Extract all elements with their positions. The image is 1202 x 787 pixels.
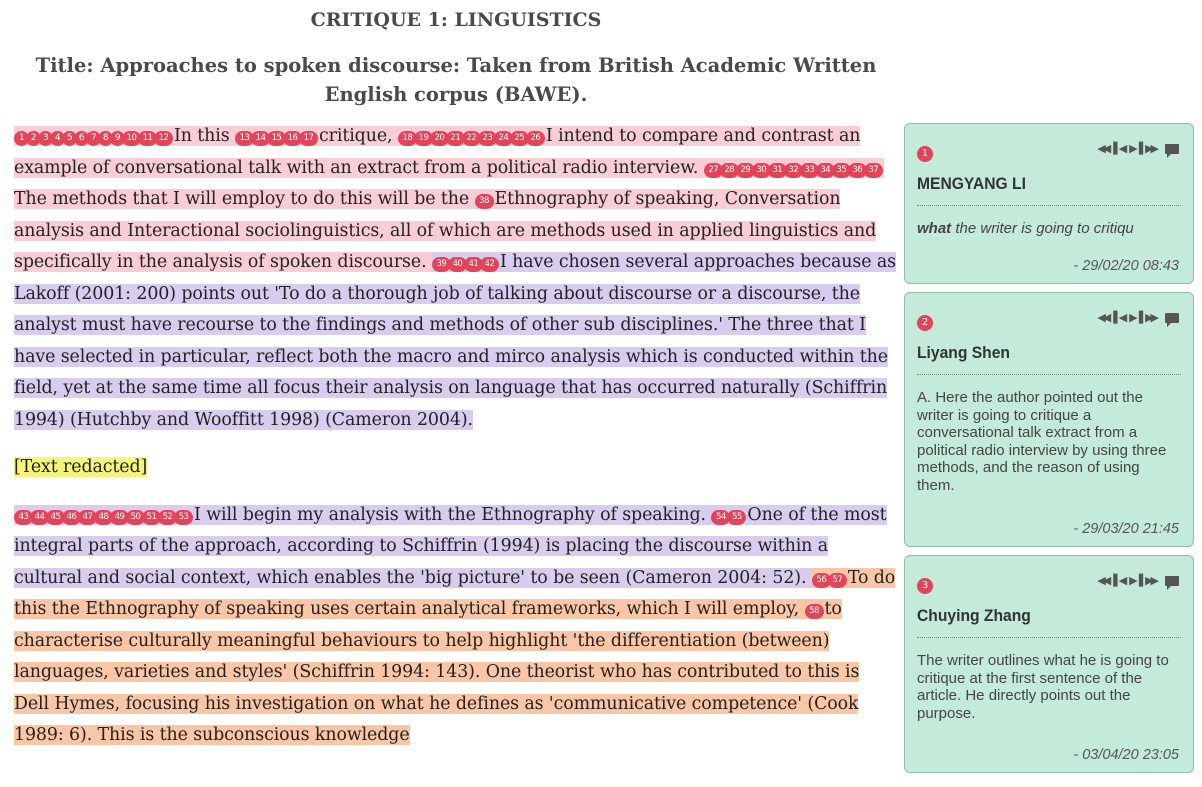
document-heading: CRITIQUE 1: LINGUISTICS (310, 9, 602, 31)
annotation-marker[interactable]: 25 (510, 131, 529, 146)
annotation-marker[interactable]: 2 (26, 131, 41, 146)
annotation-marker[interactable]: 47 (78, 510, 97, 525)
redacted-text: [Text redacted] (14, 457, 148, 477)
segment-text: The methods that I will employ to do this will be the (14, 189, 475, 209)
segment-text: In this (174, 126, 236, 146)
annotation-marker[interactable]: 45 (46, 510, 65, 525)
segment-text: One of the most integral parts of the approach, according to Schiffrin (1994) is placing the discourse within a cultural and social context, which enables the 'big picture' to be seen (Cameron 2004: 52). (14, 504, 887, 588)
annotation-marker[interactable]: 40 (448, 257, 467, 272)
annotation-marker[interactable]: 55 (727, 510, 746, 525)
annotation-marker[interactable]: 18 (398, 131, 417, 146)
comment-card-2[interactable] (904, 292, 1194, 547)
comment-timestamp: - 29/02/20 08:43 (1073, 258, 1179, 274)
annotation-marker[interactable]: 52 (158, 510, 177, 525)
annotation-marker[interactable]: 11 (138, 131, 157, 146)
next-icon[interactable]: ▶▐ (1129, 574, 1141, 587)
comment-author: MENGYANG LI (917, 174, 1026, 193)
annotation-marker[interactable]: 36 (848, 163, 867, 178)
annotation-marker[interactable]: 46 (62, 510, 81, 525)
segment-text: I intend to compare and contrast an example of conversational talk with an extract from a political radio interview. (14, 126, 861, 178)
comment-emphasis: what (917, 220, 952, 237)
paragraph-redacted (14, 452, 898, 484)
comment-timestamp: - 03/04/20 23:05 (1073, 747, 1179, 763)
annotation-marker[interactable]: 42 (480, 257, 499, 272)
document-title: Title: Approaches to spoken discourse: Taken from British Academic Written English corpus (BAWE). (35, 54, 877, 106)
comment-number[interactable]: 3 (917, 578, 933, 594)
prev-icon[interactable]: ▌◀ (1113, 311, 1125, 324)
divider (917, 205, 1181, 206)
annotation-marker[interactable]: 54 (711, 510, 730, 525)
paragraph-1 (14, 121, 898, 436)
segment-text: critique, (319, 126, 398, 146)
segment-text: Ethnography of speaking, Conversation analysis and Interactional sociolinguistics, all of which are methods used in applied linguistics and specifically in the analysis of spoken discourse. (14, 189, 877, 272)
annotation-marker[interactable]: 17 (299, 131, 318, 146)
comment-number[interactable]: 2 (917, 315, 933, 331)
annotation-marker[interactable]: 15 (267, 131, 286, 146)
paragraph-2 (14, 500, 898, 752)
annotation-marker[interactable]: 23 (478, 131, 497, 146)
annotation-marker[interactable]: 48 (94, 510, 113, 525)
annotation-marker[interactable]: 34 (816, 163, 835, 178)
comment-controls (1097, 574, 1179, 588)
annotation-marker[interactable]: 13 (235, 131, 254, 146)
last-icon[interactable]: ▶▶ (1145, 574, 1156, 587)
segment-text: I have chosen several approaches because as Lakoff (2001: 200) points out 'To do a thorough job of talking about discourse or a discourse, the analyst must have recourse to the findings and methods of other sub disciplines.' The three that I have selected in particular, reflect both the macro and mirco analysis which is conducted within the field, yet at the same time all focus their analysis on language that has occurred naturally (Schiffrin 1994) (Hutchby and Wooffitt 1998) (Cameron 2004). (14, 252, 896, 430)
annotation-marker[interactable]: 5 (62, 131, 77, 146)
last-icon[interactable]: ▶▶ (1145, 142, 1156, 155)
annotation-marker[interactable]: 22 (462, 131, 481, 146)
comment-card-1[interactable] (904, 123, 1194, 284)
annotation-marker[interactable]: 33 (800, 163, 819, 178)
divider (917, 374, 1181, 375)
document-body (14, 121, 898, 768)
highlight-segment[interactable] (14, 126, 884, 272)
last-icon[interactable]: ▶▶ (1145, 311, 1156, 324)
prev-icon[interactable]: ▌◀ (1113, 574, 1125, 587)
segment-text: I will begin my analysis with the Ethnography of speaking. (194, 504, 712, 525)
annotation-marker[interactable]: 6 (74, 131, 89, 146)
annotation-marker[interactable]: 8 (98, 131, 113, 146)
highlight-segment[interactable] (14, 252, 896, 430)
first-icon[interactable]: ◀◀ (1097, 574, 1109, 587)
annotation-marker[interactable]: 43 (14, 510, 33, 525)
annotation-marker[interactable]: 1 (14, 131, 29, 146)
annotation-marker[interactable]: 58 (805, 604, 824, 619)
annotation-marker[interactable]: 50 (126, 510, 145, 525)
annotation-marker[interactable]: 20 (430, 131, 449, 146)
next-icon[interactable]: ▶▐ (1129, 311, 1141, 324)
highlight-segment[interactable] (14, 505, 887, 588)
annotation-marker[interactable]: 49 (110, 510, 129, 525)
comment-icon[interactable] (1165, 313, 1179, 323)
comment-text: the writer is going to critiqu (951, 220, 1134, 237)
annotation-marker[interactable]: 9 (110, 131, 125, 146)
annotation-marker[interactable]: 7 (86, 131, 101, 146)
annotation-marker[interactable]: 21 (446, 131, 465, 146)
annotation-marker[interactable]: 12 (154, 131, 173, 146)
annotation-marker[interactable]: 30 (752, 163, 771, 178)
highlight-segment[interactable] (14, 568, 895, 746)
annotation-marker[interactable]: 32 (784, 163, 803, 178)
annotation-marker[interactable]: 53 (174, 510, 193, 525)
annotation-marker[interactable]: 29 (736, 163, 755, 178)
annotation-marker[interactable]: 10 (122, 131, 141, 146)
comment-author: Liyang Shen (917, 343, 1010, 362)
annotation-marker[interactable]: 3 (38, 131, 53, 146)
comment-icon[interactable] (1165, 144, 1179, 154)
annotation-marker[interactable]: 26 (526, 131, 545, 146)
comment-body (917, 220, 1181, 238)
prev-icon[interactable]: ▌◀ (1113, 142, 1125, 155)
segment-text: to characterise culturally meaningful behaviours to help highlight 'the differentiation (between) languages, varieties and styles' (Schiffrin 1994: 143). One theorist who has contributed to this is Dell Hymes, focusing his investigation on what he defines as 'communicative competence' (Cook 1989: 6). This is the subconscious knowledge (14, 599, 860, 745)
annotation-marker[interactable]: 14 (251, 131, 270, 146)
comment-timestamp: - 29/03/20 21:45 (1073, 521, 1179, 537)
comment-body: A. Here the author pointed out the writer is going to critique a conversational talk extract from a political radio interview by using three methods, and the reason of using them. (917, 389, 1167, 494)
annotation-marker[interactable]: 39 (432, 257, 451, 272)
comment-author: Chuying Zhang (917, 606, 1031, 625)
annotation-marker[interactable]: 35 (832, 163, 851, 178)
first-icon[interactable]: ◀◀ (1097, 142, 1109, 155)
annotation-marker[interactable]: 37 (864, 163, 883, 178)
segment-text: To do this the Ethnography of speaking uses certain analytical frameworks, which I will employ, (14, 567, 896, 619)
comment-icon[interactable] (1165, 576, 1179, 586)
annotation-marker[interactable]: 28 (720, 163, 739, 178)
annotation-marker[interactable]: 38 (475, 194, 494, 209)
annotation-marker[interactable]: 31 (768, 163, 787, 178)
annotation-marker[interactable]: 27 (704, 163, 723, 178)
annotation-marker[interactable]: 4 (50, 131, 65, 146)
comment-number[interactable]: 1 (917, 146, 933, 162)
annotation-marker[interactable]: 57 (828, 573, 847, 588)
annotation-marker[interactable]: 16 (283, 131, 302, 146)
comment-controls (1097, 142, 1179, 156)
next-icon[interactable]: ▶▐ (1129, 142, 1141, 155)
annotation-marker[interactable]: 41 (464, 257, 483, 272)
comment-body: The writer outlines what he is going to critique at the first sentence of the article. He directly points out the purpose. (917, 652, 1169, 722)
annotation-marker[interactable]: 19 (414, 131, 433, 146)
annotation-marker[interactable]: 51 (142, 510, 161, 525)
annotation-marker[interactable]: 24 (494, 131, 513, 146)
annotation-marker[interactable]: 44 (30, 510, 49, 525)
annotation-marker[interactable]: 56 (812, 573, 831, 588)
divider (917, 637, 1181, 638)
first-icon[interactable]: ◀◀ (1097, 311, 1109, 324)
comment-controls (1097, 311, 1179, 325)
comment-card-3[interactable] (904, 555, 1194, 773)
